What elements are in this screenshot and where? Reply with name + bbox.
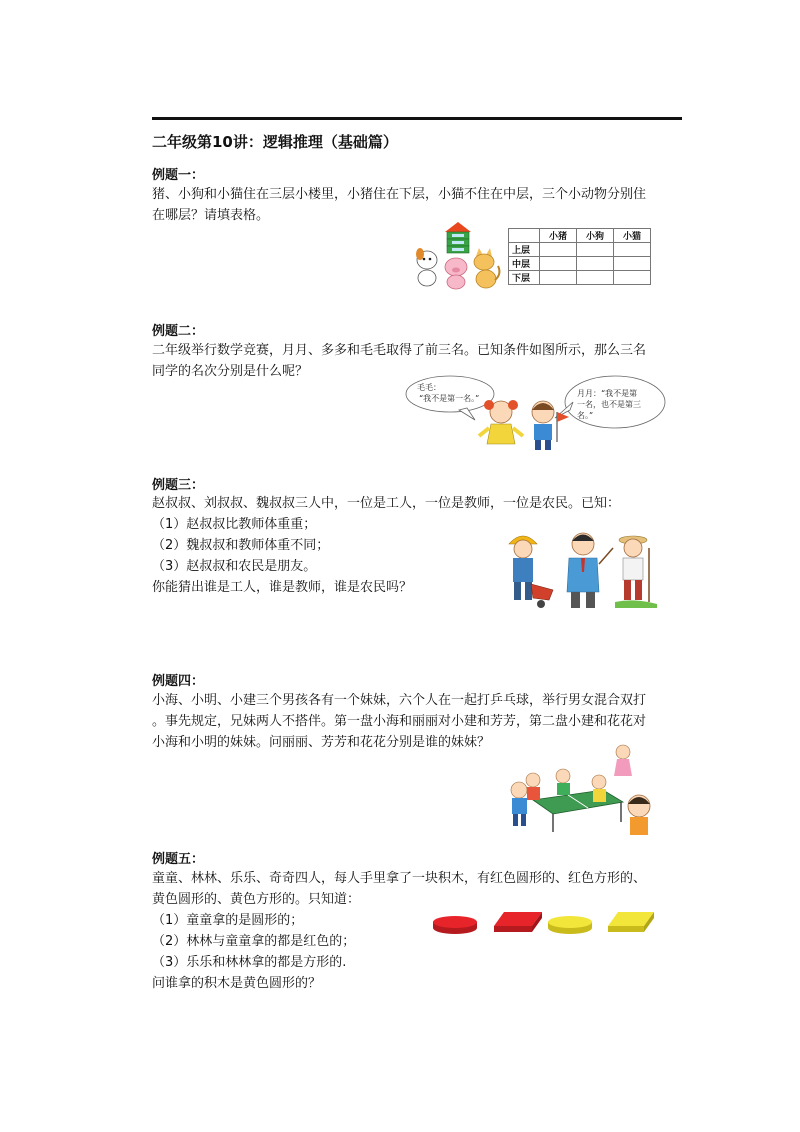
player-icon [526,773,540,800]
boy-spectator-icon [628,795,650,835]
bubble-left-name: 毛毛： [417,383,441,392]
bubble-right-line-1: 月月：“我不是第 [577,389,638,398]
top-rule [152,117,682,120]
example-1-line-1: 猪、小狗和小猫住在三层小楼里，小猪住在下层，小猫不住在中层，三个小动物分别住 [152,187,647,202]
table-row-header: 上层 [509,243,540,257]
example-2-line-1: 二年级举行数学竞赛，月月、多多和毛毛取得了前三名。已知条件如图所示，那么三名 [152,343,647,358]
table-cell[interactable] [614,243,651,257]
example-1-heading: 例题一： [152,168,205,183]
worker-icon [509,536,553,608]
player-icon [511,782,527,826]
example-3-line-4: （3）赵叔叔和农民是朋友。 [152,559,317,574]
example-4-line-1: 小海、小明、小建三个男孩各有一个妹妹，六个人在一起打乒乓球，举行男女混合双打 [152,693,647,708]
table-cell[interactable] [540,243,577,257]
example-1-line-2: 在哪层？请填表格。 [152,208,270,223]
boy-child-icon [532,401,569,450]
bubble-left-quote: “我不是第一名。” [419,394,480,403]
table-corner-cell [509,229,540,243]
farmer-icon [615,536,657,608]
girl-spectator-icon [614,745,632,776]
three-animals-house-illustration [412,220,504,292]
example-5-line-2: 黄色圆形的、黄色方形的。只知道： [152,892,361,907]
table-cell[interactable] [540,257,577,271]
example-2-line-2: 同学的名次分别是什么呢？ [152,364,309,379]
table-cell[interactable] [577,271,614,285]
pig-icon [445,258,467,289]
speech-bubble-right [555,376,665,428]
example-5-line-1: 童童、林林、乐乐、奇奇四人，每人手里拿了一块积木，有红色圆形的、红色方形的、 [152,871,647,886]
example-5-line-4: （2）林林与童童拿的都是红色的； [152,934,356,949]
table-row [509,257,651,271]
example-3-line-1: 赵叔叔、刘叔叔、魏叔叔三人中，一位是工人，一位是教师，一位是农民。已知： [152,496,621,511]
table-row-header: 下层 [509,271,540,285]
ping-pong-illustration [503,740,661,840]
example-5-heading: 例题五： [152,852,205,867]
dog-icon [416,248,437,286]
player-icon [556,769,570,795]
example-4-line-3: 小海和小明的妹妹。问丽丽、芳芳和花花分别是谁的妹妹？ [152,735,491,750]
yellow-round-block-icon [548,916,592,934]
example-4-line-2: 。事先规定，兄妹两人不搭伴。第一盘小海和丽丽对小建和芳芳，第二盘小建和花花对 [152,714,647,729]
example-3-line-3: （2）魏叔叔和教师体重不同； [152,538,330,553]
contest-speech-illustration [405,372,667,452]
ping-pong-table-icon [533,790,623,832]
speech-bubble-left [406,376,494,420]
table-header-row [509,229,651,243]
page-title: 二年级第10讲：逻辑推理（基础篇） [152,133,398,151]
table-header-cell: 小狗 [577,229,614,243]
example-5-line-6: 问谁拿的积木是黄色圆形的？ [152,976,322,991]
example-5-line-3: （1）童童拿的是圆形的； [152,913,304,928]
table-row [509,243,651,257]
example-3-heading: 例题三： [152,478,205,493]
yellow-square-block-icon [608,912,654,932]
bubble-right-line-3: 名。” [577,411,594,420]
red-square-block-icon [494,912,542,932]
table-header-cell: 小猪 [540,229,577,243]
floors-table [508,228,651,285]
table-cell[interactable] [577,243,614,257]
example-2-heading: 例题二： [152,324,205,339]
table-cell[interactable] [577,257,614,271]
teacher-icon [567,533,613,608]
table-header-cell: 小猫 [614,229,651,243]
table-cell[interactable] [614,257,651,271]
three-uncles-illustration [505,528,660,610]
table-row-header: 中层 [509,257,540,271]
example-3-line-5: 你能猜出谁是工人，谁是教师，谁是农民吗？ [152,580,413,595]
example-4-heading: 例题四： [152,674,205,689]
table-cell[interactable] [540,271,577,285]
player-icon [592,775,606,802]
cat-icon [474,248,499,288]
example-5-line-5: （3）乐乐和林林拿的都是方形的. [152,955,347,970]
table-row [509,271,651,285]
house-icon [445,222,471,253]
red-round-block-icon [433,916,477,934]
bubble-right-line-2: 一名，也不是第三 [577,400,641,409]
building-blocks-illustration [430,906,660,940]
table-cell[interactable] [614,271,651,285]
girl-child-icon [479,400,523,444]
example-3-line-2: （1）赵叔叔比教师体重重； [152,517,317,532]
